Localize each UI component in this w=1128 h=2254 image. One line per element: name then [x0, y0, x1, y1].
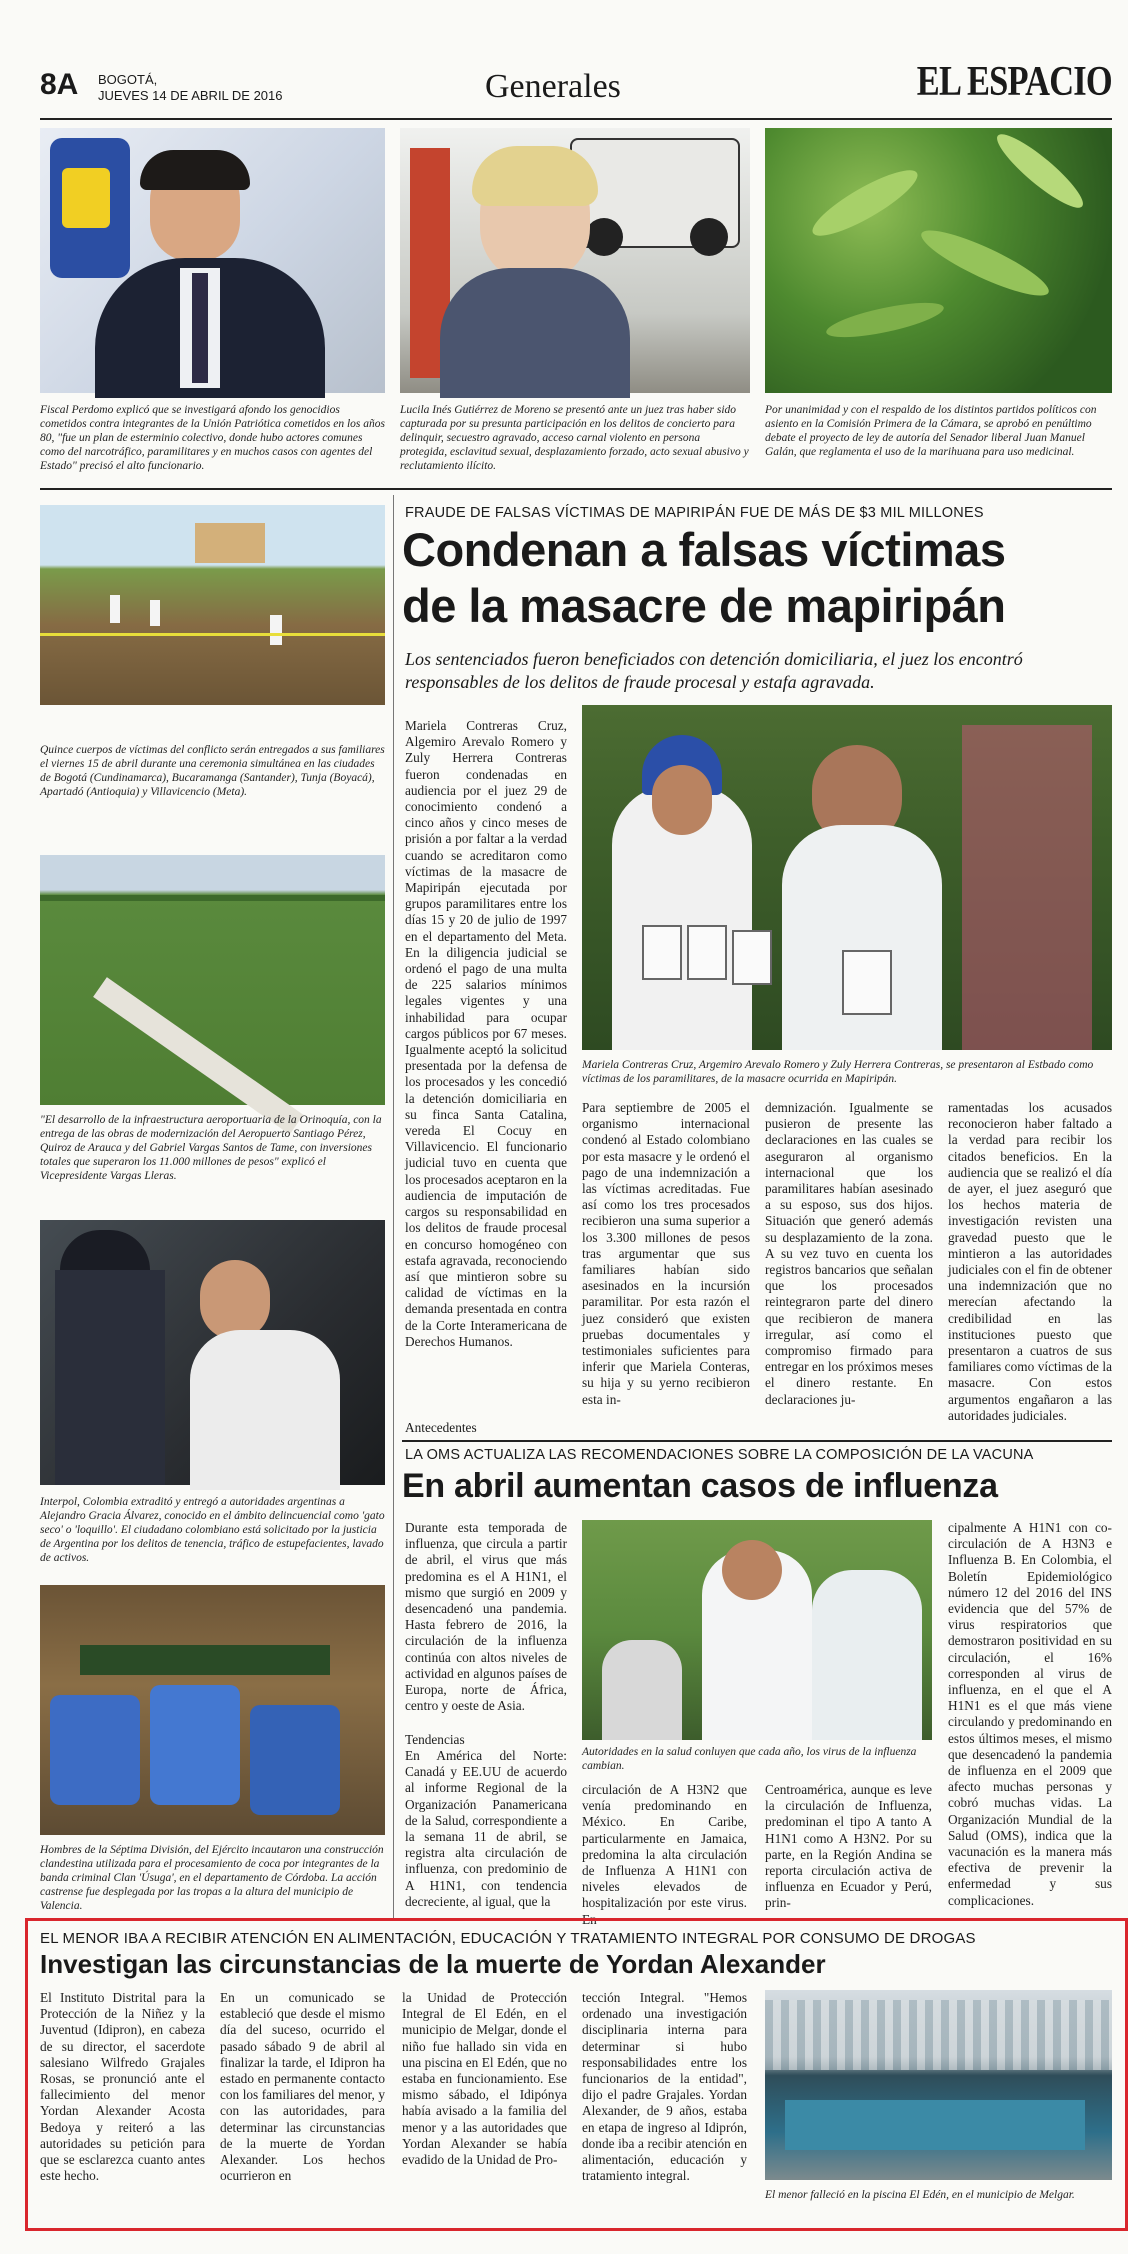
photo-exhumacion — [40, 505, 385, 705]
story2-col2: circulación de A H3N2 que venía predominando en México. En Caribe, particularmente en Jamaica, predomina la alta circulación de Influenza A H1N1 con niveles elevados de hospitalización por este virus. En — [582, 1782, 747, 1927]
story2-subhead: Tendencias — [405, 1732, 465, 1747]
page-number: 8A — [40, 68, 79, 101]
caption-laboratorio: Hombres de la Séptima División, del Ejército incautaron una construcción clandestina utilizada para el procesamiento de coca por integrantes de la banda criminal Clan 'Úsuga', en el departamento de Córdoba. La acción castrense fue desplegada por las tropas a la altura del municipio de Valencia. — [40, 1844, 384, 1912]
sidebar-divider — [393, 495, 394, 1920]
photo-aeropuerto — [40, 855, 385, 1105]
story3-headline: Investigan las circunstancias de la muerte de Yordan Alexander — [40, 1949, 826, 1979]
photo-interpol — [40, 1220, 385, 1485]
story1-headline-line1: Condenan a falsas víctimas — [402, 523, 1006, 576]
story1-dek: Los sentenciados fueron beneficiados con detención domiciliaria, el juez los encontró responsables de los delitos de fraude procesal y estafa agravada. — [405, 649, 1023, 692]
caption-interpol: Interpol, Colombia extraditó y entregó a autoridades argentinas a Alejandro Gracia Álvarez, conocido en el ámbito delincuencial como 'gato seco' o 'loquillo'. El ciudadano colombiano está solicitado por la justicia de Argentina por los delitos de tenencia, tráfico de estupefacientes, lavado de activos. — [40, 1496, 385, 1564]
story3-col4: tección Integral. "Hemos ordenado una investigación disciplinaria interna para determinar si hubo responsabilidades entre los funcionarios de la entidad", dijo el padre Grajales. Yordan Alexander, de 9 años, estaba en etapa de ingreso al Idiprón, donde iba a recibir atención en alimentación, educación y tratamiento integral. — [582, 1990, 747, 2184]
story1-subhead: Antecedentes — [405, 1420, 477, 1435]
story2-col3: Centroamérica, aunque es leve la circulación de Influenza, predominan el tipo A tanto A H1N1 como A H3N2. Por su parte, en la Región Andina se reporta circulación activa de influenza en Ecuador y Perú, prin- — [765, 1782, 932, 1911]
story1-photo — [582, 705, 1112, 1050]
story2-photo-caption: Autoridades en la salud conluyen que cada año, los virus de la influenza cambian. — [582, 1746, 917, 1772]
photo-lucila — [400, 128, 750, 393]
caption-fiscal: Fiscal Perdomo explicó que se investigará afondo los genocidios cometidos contra integrantes de la Unión Patriótica cometidos en los años 80, "fue un plan de esterminio colectivo, donde hubo actores comunes como del narcotráfico, paramilitares y en muchos casos con agentes del Estado" precisó el alto funcionario. — [40, 404, 385, 472]
story1-col2: Para septiembre de 2005 el organismo internacional condenó al Estado colombiano por esta masacre y le ordenó el pago de una indemnización a las víctimas acreditadas. Fue así como los tres procesados recibieron una suma superior a los 3.300 millones de pesos tras argumentar que sus familiares habían sido asesinados en la incursión paramilitar. Por esta razón el juez consideró que existen pruebas documentales y testimoniales suficientes para inferir que Mariela Conteras, su hija y su yerno recibieron esta in- — [582, 1100, 750, 1407]
story2-col4: cipalmente A H1N1 con co-circulación de A H3N3 e Influenza B. En Colombia, el Boletín Epidemiológico número 12 del 2016 del INS evidencia que del 57% de virus respiratorios que demostraron positividad en su circulación, el 16% corresponden al virus de influenza, en el que el A H1N1 es el que más viene circulando y predominando en estos últimos meses, el mismo que desencadenó la pandemia de influenza en el 2009 que afecto muchas personas y cobró muchas vidas. La Organización Mundial de la Salud (OMS), indica que la vacunación es la manera más efectiva de prevenir la enfermedad y sus complicaciones. — [948, 1520, 1112, 1908]
masthead: EL ESPACIO — [917, 59, 1112, 105]
photo-laboratorio — [40, 1585, 385, 1835]
story1-kicker: FRAUDE DE FALSAS VÍCTIMAS DE MAPIRIPÁN FUE DE MÁS DE $3 MIL MILLONES — [405, 505, 984, 521]
story2-col1: Durante esta temporada de influenza, que circula a partir de abril, el virus que más predomina es el A H1N1, el mismo que surgió en 2009 y desencadenó una pandemia. Hasta febrero de 2016, la circulación de la influenza continúa con altos niveles de actividad en algunos países de Europa, norte de África, centro y oeste de Asia. — [405, 1520, 567, 1714]
photo-marihuana — [765, 128, 1112, 393]
story2-headline: En abril aumentan casos de influenza — [402, 1467, 998, 1505]
story1-headline-line2: de la masacre de mapiripán — [402, 579, 1006, 632]
story3-photo-caption: El menor falleció en la piscina El Edén, en el municipio de Melgar. — [765, 2189, 1075, 2201]
story1-col1: Mariela Contreras Cruz, Algemiro Arevalo Romero y Zuly Herrera Contreras fueron condenadas en audiencia por el juez 29 de conocimiento condenó a cinco años y cinco meses de prisión a por faltar a la verdad cuando se acreditaron como víctimas de la masacre de Mapiripán ejecutada por grupos paramilitares entre los días 15 y 20 de julio de 1997 en el departamento del Meta. En la diligencia judicial se ordenó el pago de una multa de 225 salarios mínimos legales vigentes y una inhabilidad para ocupar cargos públicos por 67 meses. Igualmente aceptó la solicitud presentada por la defensa de los procesados y les concedió la detención domiciliaria en su finca Santa Catalina, vereda El Cocuy en Villavicencio. El funcionario judicial tuvo en cuenta que los procesados aceptaron en la audiencia de imputación de cargos su responsabilidad en los delitos de fraude procesal en concurso homogéneo con estafa agravada, reconociendo así que mintieron sobre su calidad de víctimas en la demanda presentada en contra de la Corte Interamericana de Derechos Humanos. — [405, 718, 567, 1349]
story3-photo — [765, 1990, 1112, 2180]
section-rule-top — [40, 488, 1112, 490]
story1-col3: demnización. Igualmente se pusieron de presente las declaraciones en las cuales se aseguraron al organismo internacional que los paramilitares habían asesinado a su esposo, sus dos hijos. Situación que generó además su desplazamiento de la zona. A su vez tuvo en cuenta los registros bancarios que señalan que los procesados reintegraron parte del dinero que recibieron de manera irregular, así como el compromiso firmado para entregar en los próximos meses el dinero restante. En declaraciones ju- — [765, 1100, 933, 1407]
caption-aeropuerto: "El desarrollo de la infraestructura aeroportuaria de la Orinoquía, con la entrega de las obras de modernización del Aeropuerto Santiago Pérez, Quiroz de Arauca y del Gabriel Vargas Santos de Tame, con inversiones totales que superaron los 11.000 millones de pesos" explicó el Vicepresidente Vargas Lleras. — [40, 1114, 382, 1182]
story3-kicker: EL MENOR IBA A RECIBIR ATENCIÓN EN ALIMENTACIÓN, EDUCACIÓN Y TRATAMIENTO INTEGRAL POR CONSUMO DE DROGAS — [40, 1930, 976, 1947]
story3-col3: la Unidad de Protección Integral de El Edén, en el municipio de Melgar, donde el niño fue hallado sin vida en una piscina en El Edén, que no estaba en funcionamiento. Ese mismo sábado, el Idipónya había avisado a la familia del menor y a las autoridades que Yordan Alexander se había evadido de la Unidad de Pro- — [402, 1990, 567, 2168]
story2-photo — [582, 1520, 932, 1740]
header-city: BOGOTÁ, — [98, 72, 158, 87]
story3-col1: El Instituto Distrital para la Protección de la Niñez y la Juventud (Idipron), en cabeza de su director, el sacerdote salesiano Wilfredo Grajales Rosas, se pronunció ante el fallecimiento del menor Yordan Alexander Acosta Bedoya y reiteró a las autoridades su petición para que se esclarezca cuanto antes este hecho. — [40, 1990, 205, 2184]
section-title: Generales — [485, 68, 621, 105]
story2-col1b: En América del Norte: Canadá y EE.UU de acuerdo al informe Regional de la Organización Panamericana de la Salud, correspondiente a la semana 11 de abril, se registra alta circulación de influenza, con predominio de A H1N1, con tendencia decreciente, al igual, que la — [405, 1748, 567, 1909]
story3-col2: En un comunicado se estableció que desde el mismo día del suceso, ocurrido el pasado sábado 9 de abril al finalizar la tarde, el Idipron ha estado en permanente contacto con los familiares del menor, y con las autoridades, para determinar las circunstancias de la muerte de Yordan Alexander. Los hechos ocurrieron en — [220, 1990, 385, 2184]
page-header — [40, 50, 1112, 116]
caption-marihuana: Por unanimidad y con el respaldo de los distintos partidos políticos con asiento en la Comisión Primera de la Cámara, se aprobó en penúltimo debate el proyecto de ley de autoría del Senador liberal Juan Manuel Galán, que reglamenta el uso de la marihuana para uso medicinal. — [765, 404, 1097, 458]
caption-lucila: Lucila Inés Gutiérrez de Moreno se presentó ante un juez tras haber sido capturada por su presunta participación en los delitos de concierto para delinquir, secuestro agravado, acceso carnal violento en persona protegida, esclavitud sexual, desplazamiento forzado, acto sexual abusivo y reclutamiento ilícito. — [400, 404, 749, 472]
header-date: JUEVES 14 DE ABRIL DE 2016 — [98, 88, 283, 103]
story2-kicker: LA OMS ACTUALIZA LAS RECOMENDACIONES SOBRE LA COMPOSICIÓN DE LA VACUNA — [405, 1447, 1034, 1463]
caption-exhumacion: Quince cuerpos de víctimas del conflicto serán entregados a sus familiares el viernes 15 de abril durante una ceremonia simultánea en las ciudades de Bogotá (Cundinamarca), Bucaramanga (Santander), Tunja (Boyacá), Apartadó (Antioquia) y Villavicencio (Meta). — [40, 744, 385, 798]
photo-fiscal — [40, 128, 385, 393]
story1-col4: ramentadas los acusados reconocieron haber faltado a la verdad para recibir los citados beneficios. En la audiencia que se realizó el día de ayer, el juez aseguró que los hechos materia de investigación revisten una gravedad puesto que le mintieron a las autoridades judiciales con el fin de obtener una indemnización que no merecían afectando la credibilidad en las instituciones puesto que presentaron a cuatros de sus familiares como víctimas de la masacre. Con estos argumentos engañaron a las autoridades judiciales. — [948, 1100, 1112, 1423]
header-rule — [40, 118, 1112, 120]
story1-bottom-rule — [402, 1440, 1112, 1442]
story1-photo-caption: Mariela Contreras Cruz, Argemiro Arevalo Romero y Zuly Herrera Contreras, se presentaron al Estbado como víctimas de los paramilitares, de la masacre ocurrida en Mapiripán. — [582, 1059, 1094, 1085]
